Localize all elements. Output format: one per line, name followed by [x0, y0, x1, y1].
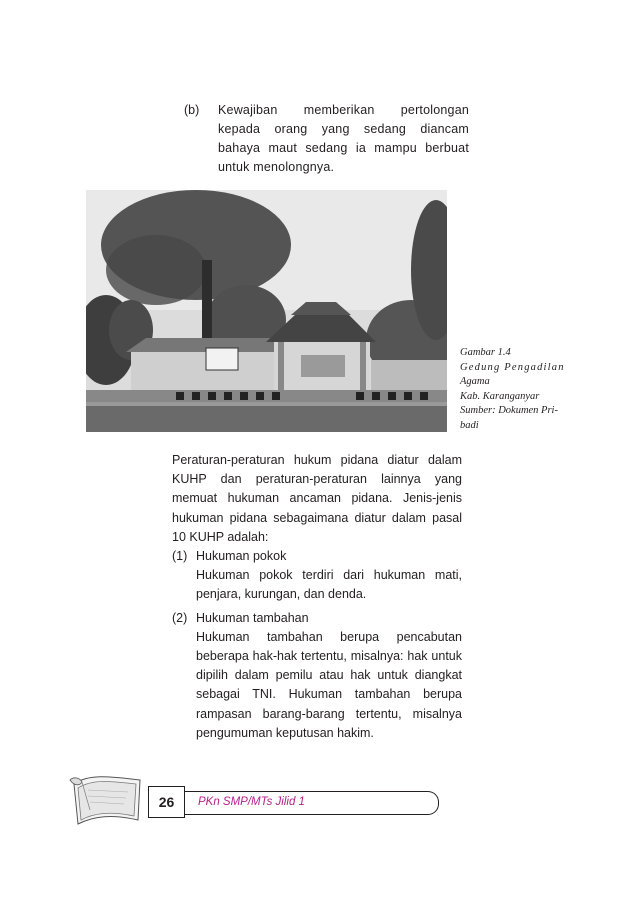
list-heading: Hukuman tambahan	[196, 610, 309, 625]
book-title: PKn SMP/MTs Jilid 1	[198, 796, 305, 808]
list-item-2	[172, 609, 462, 743]
list-number: (2)	[172, 610, 188, 625]
figure-caption	[460, 346, 580, 433]
list-item-text: Kewajiban memberikan pertolongan kepada orang yang sedang diancam bahaya maut sedang ia mampu berbuat untuk menolongnya.	[218, 103, 469, 174]
list-heading: Hukuman pokok	[196, 549, 287, 564]
list-marker: (b)	[184, 103, 200, 117]
list-number: (1)	[172, 549, 188, 564]
main-text	[172, 451, 462, 743]
intro-paragraph: Peraturan-peraturan hukum pidana diatur dalam KUHP dan peraturan-peraturan lainnya yang memuat hukuman ancaman pidana. Jenis-jenis hukuman pidana sebagaimana diatur dalam pasal 10 KUHP adalah:	[172, 453, 462, 544]
caption-line: badi	[460, 419, 479, 431]
caption-line: Gambar 1.4	[460, 347, 511, 358]
list-description: Hukuman pokok terdiri dari hukuman mati, penjara, kurungan, dan denda.	[196, 568, 462, 602]
page-number: 26	[148, 786, 185, 818]
court-building-photo	[86, 190, 447, 432]
book-pages-icon	[68, 770, 148, 833]
caption-line: Agama	[460, 376, 490, 387]
list-description: Hukuman tambahan berupa pencabutan beberapa hak-hak tertentu, misalnya: hak untuk dipilih dalam pemilu atau hak untuk diangkat sebagai TNI. Hukuman tambahan berupa rampasan barang-barang tertentu, misalnya pengumuman keputusan hakim.	[196, 629, 462, 740]
list-item-1	[172, 547, 462, 605]
caption-line: Gedung Pengadilan	[460, 361, 565, 373]
caption-line: Sumber: Dokumen Pri-	[460, 405, 558, 416]
list-item-b	[184, 101, 469, 177]
caption-line: Kab. Karanganyar	[460, 390, 540, 402]
